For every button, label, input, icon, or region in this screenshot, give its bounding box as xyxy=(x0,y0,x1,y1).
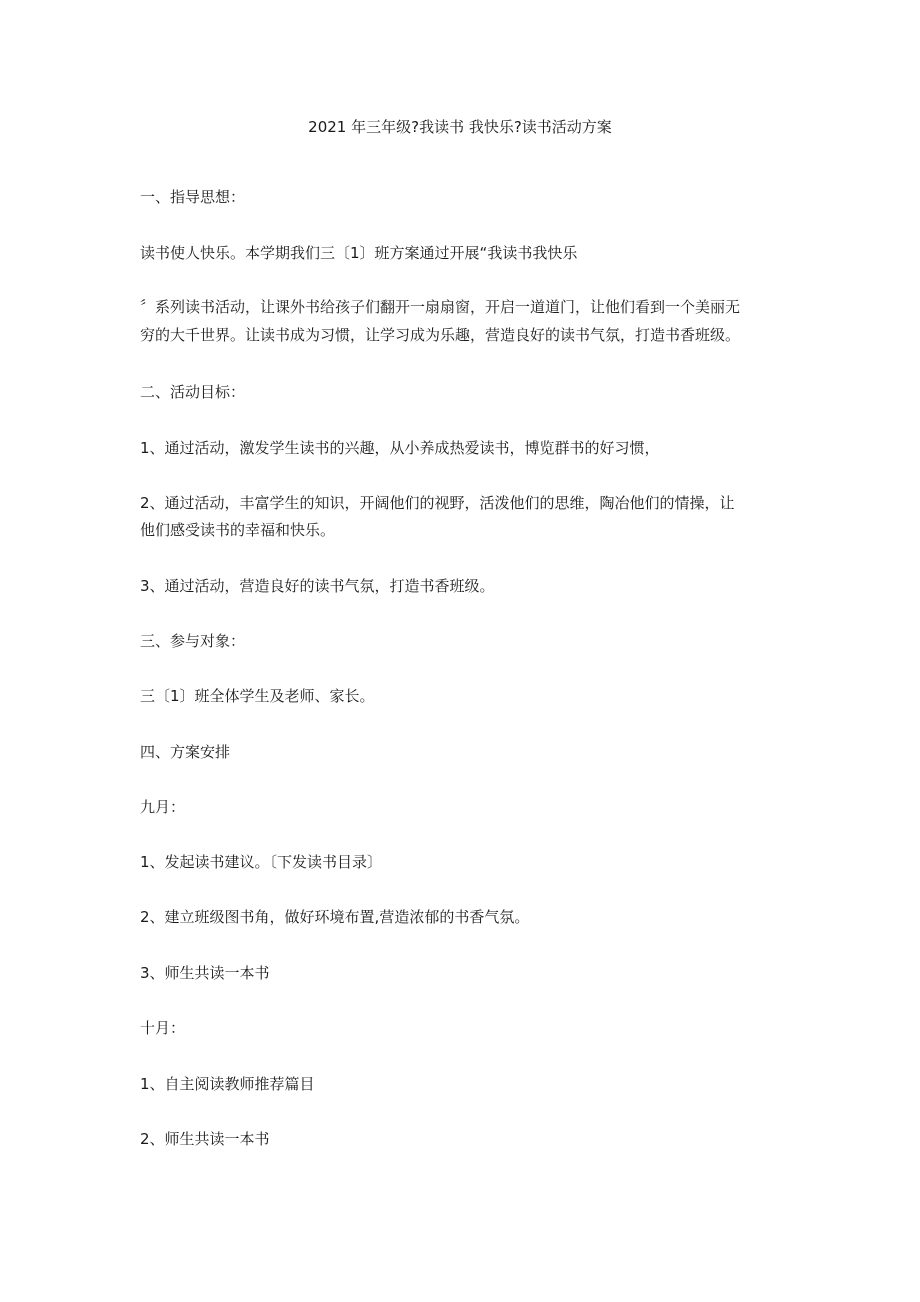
paragraph-line: 〞系列读书活动，让课外书给孩子们翻开一扇扇窗，开启一道道门，让他们看到一个美丽无 xyxy=(140,298,741,316)
section-heading-arrangement: 四、方案安排 xyxy=(140,743,231,761)
paragraph-line: 三〔1〕班全体学生及老师、家长。 xyxy=(140,687,375,705)
paragraph-line: 读书使人快乐。本学期我们三〔1〕班方案通过开展“我读书我快乐 xyxy=(140,244,578,262)
list-item: 3、师生共读一本书 xyxy=(140,964,270,982)
list-item: 2、建立班级图书角，做好环境布置,营造浓郁的书香气氛。 xyxy=(140,908,530,926)
list-item: 3、通过活动，营造良好的读书气氛，打造书香班级。 xyxy=(140,577,495,595)
list-item: 1、发起读书建议。〔下发读书目录〕 xyxy=(140,853,383,871)
month-heading-september: 九月： xyxy=(140,798,186,816)
list-item: 2、通过活动，丰富学生的知识，开阔他们的视野，活泼他们的思维，陶冶他们的情操，让 xyxy=(140,494,735,512)
list-item-continuation: 他们感受读书的幸福和快乐。 xyxy=(140,521,336,539)
section-heading-goals: 二、活动目标： xyxy=(140,383,246,401)
list-item: 1、通过活动，激发学生读书的兴趣，从小养成热爱读书，博览群书的好习惯， xyxy=(140,439,660,457)
list-item: 2、师生共读一本书 xyxy=(140,1130,270,1148)
section-heading-guiding-thought: 一、指导思想： xyxy=(140,188,246,206)
month-heading-october: 十月： xyxy=(140,1019,186,1037)
section-heading-participants: 三、参与对象： xyxy=(140,632,246,650)
document-title: 2021 年三年级?我读书 我快乐?读书活动方案 xyxy=(308,118,612,136)
paragraph-line: 穷的大千世界。让读书成为习惯，让学习成为乐趣，营造良好的读书气氛，打造书香班级。 xyxy=(140,326,741,344)
list-item: 1、自主阅读教师推荐篇目 xyxy=(140,1075,315,1093)
